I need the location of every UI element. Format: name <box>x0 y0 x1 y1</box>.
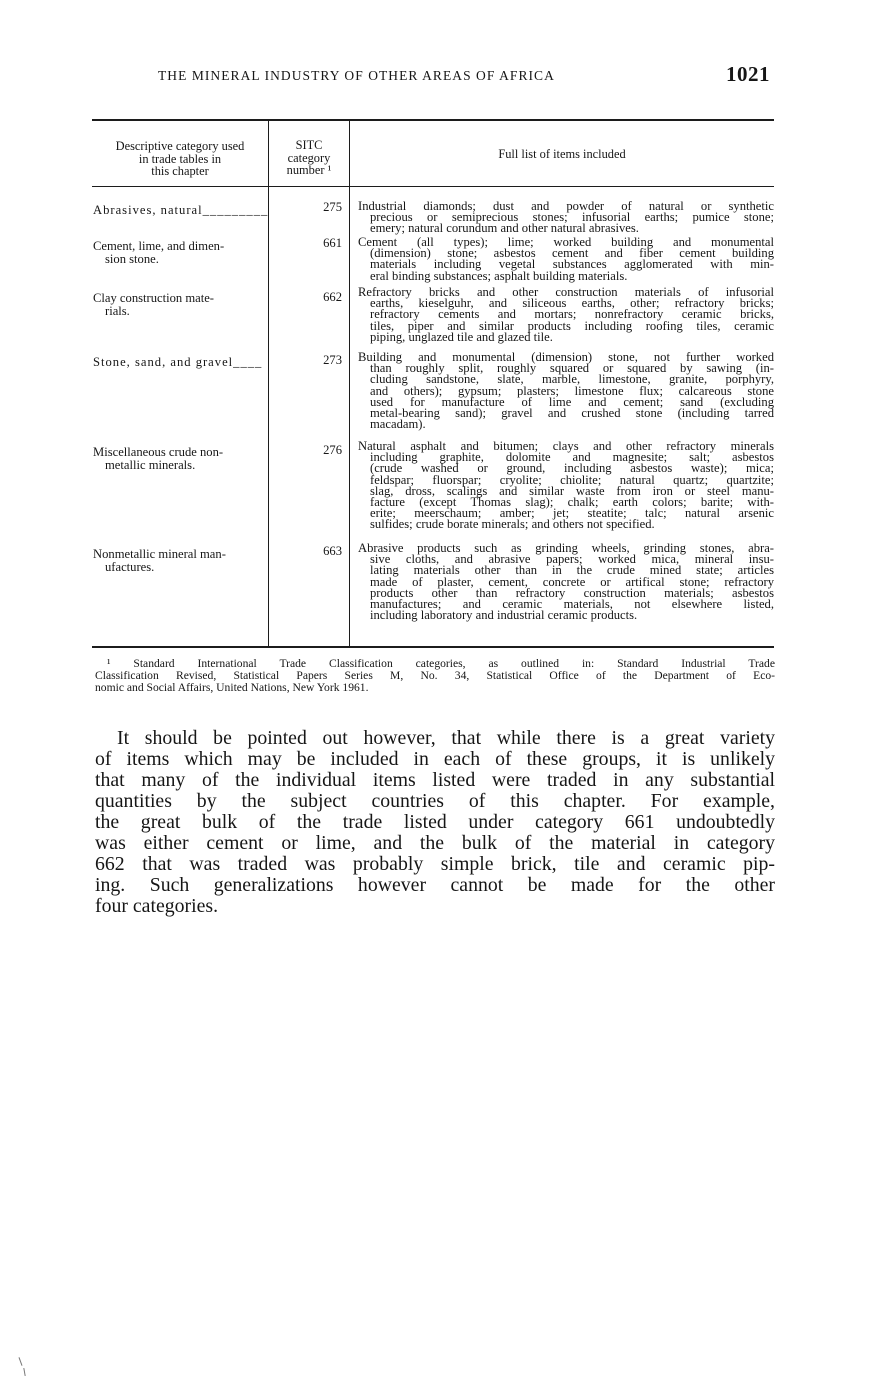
header-line: Full list of items included <box>498 147 626 161</box>
table-bottom-rule <box>92 646 774 648</box>
header-line: this chapter <box>151 164 209 178</box>
footnote-line: Classification Revised, Statistical Papers Series M, No. 34, Statistical Office of the Department of Eco- <box>95 668 775 682</box>
table-row-category <box>93 292 265 317</box>
items-line: Industrial diamonds; dust and powder of natural or synthetic <box>358 199 774 213</box>
category-line: metallic minerals. <box>105 457 196 472</box>
items-line: erite; meerschaum; amber; jet; steatite; talc; natural arsenic <box>370 506 774 521</box>
items-line: Abrasive products such as grinding wheels, grinding stones, abra- <box>358 541 774 555</box>
table-header-rule <box>92 186 774 187</box>
items-line: facture (except Thomas slag); chalk; earth colors; barite; with- <box>370 495 774 510</box>
paragraph-line: ing. Such generalizations however cannot be made for the other <box>95 874 775 896</box>
items-line: products other than refractory construction materials; asbestos <box>370 585 774 600</box>
table-row-category <box>93 446 265 471</box>
items-line: precious or semiprecious stones; infusorial earths; pumice stone; <box>370 210 774 225</box>
items-line: used for manufacture of lime and cement; sand (excluding <box>370 394 774 409</box>
table-top-rule <box>92 119 774 121</box>
table-footnote <box>95 658 775 693</box>
table-row-items <box>358 201 774 235</box>
table-row-items <box>358 543 774 621</box>
paragraph-line: 662 that was traded was probably simple brick, tile and ceramic pip- <box>95 853 775 875</box>
paragraph-line: quantities by the subject countries of this chapter. For example, <box>95 790 775 812</box>
table-row-items <box>358 441 774 531</box>
table-column-divider <box>268 121 269 646</box>
header-line: Descriptive category used <box>115 139 245 153</box>
items-line: refractory cements and mortars; nonrefractory ceramic bricks, <box>370 307 774 322</box>
footnote-line: nomic and Social Affairs, United Nations, New York 1961. <box>95 680 369 694</box>
category-line: rials. <box>105 303 130 318</box>
paragraph-line: It should be pointed out however, that while there is a great variety <box>117 727 775 749</box>
body-paragraph <box>95 728 775 917</box>
items-line: feldspar; fluorspar; cryolite; chiolite; natural quartz; quartzite; <box>370 472 774 487</box>
items-line: sulfides; crude borate minerals; and others not specified. <box>370 517 655 532</box>
table-row-items <box>358 352 774 430</box>
table-column-divider <box>349 121 350 646</box>
table-row-items <box>358 237 774 282</box>
header-line: number ¹ <box>286 163 332 177</box>
items-line: (crude washed or ground, including asbestos waste); mica; <box>370 461 774 476</box>
items-line: tiles, piper and similar products including roofing tiles, ceramic <box>370 318 774 333</box>
items-line: than roughly split, roughly squared or squared by sawing (in- <box>370 361 774 376</box>
table-row-sitc-number: 276 <box>323 443 342 457</box>
items-line: and others); gypsum; plasters; limestone flux; calcareous stone <box>370 383 774 398</box>
items-line: slag, dross, scalings and similar waste from iron or steel manu- <box>370 483 774 498</box>
scan-mark <box>18 1357 22 1366</box>
items-line: metal-bearing sand); gravel and crushed stone (including tarred <box>370 406 774 421</box>
table-row-category <box>93 548 265 573</box>
footnote-line: ¹ Standard International Trade Classification categories, as outlined in: Standard Industrial Trade <box>107 657 775 670</box>
items-line: manufactures; and ceramic materials, not elsewhere listed, <box>370 597 774 612</box>
category-line: Clay construction mate- <box>93 291 215 305</box>
items-line: Refractory bricks and other construction materials of infusorial <box>358 285 774 299</box>
column-header-sitc-number <box>269 139 349 177</box>
items-line: emery; natural corundum and other natural abrasives. <box>370 221 639 236</box>
category-line: Miscellaneous crude non- <box>93 445 224 459</box>
paragraph-line: four categories. <box>95 895 219 917</box>
scan-mark <box>23 1368 25 1376</box>
header-line: in trade tables in <box>138 151 222 166</box>
paragraph-line: the great bulk of the trade listed under category 661 undoubtedly <box>95 811 775 833</box>
category-line: sion stone. <box>105 251 159 266</box>
table-row-category <box>93 240 265 265</box>
table-row-items <box>358 287 774 343</box>
category-line: Stone, sand, and gravel____ <box>93 355 263 369</box>
items-line: eral binding substances; asphalt building materials. <box>370 268 628 283</box>
items-line: macadam). <box>370 417 426 432</box>
items-line: (dimension) stone; asbestos cement and fiber cement building <box>370 246 774 261</box>
category-line: Nonmetallic mineral man- <box>93 547 226 561</box>
items-line: materials including vegetal substances agglomerated with min- <box>370 257 774 272</box>
column-header-items <box>350 148 774 161</box>
table-row-sitc-number: 661 <box>323 236 342 250</box>
items-line: Cement (all types); lime; worked building and monumental <box>358 235 774 249</box>
table-row-category <box>93 203 269 217</box>
items-line: Building and monumental (dimension) stone, not further worked <box>358 350 774 364</box>
paragraph-line: of items which may be included in each of these groups, it is unlikely <box>95 748 775 770</box>
items-line: sive cloths, and abrasive papers; worked mica, mineral insu- <box>370 552 774 567</box>
items-line: earths, kieselguhr, and siliceous earths, other; refractory bricks; <box>370 296 774 311</box>
sitc-category-table <box>92 119 774 651</box>
category-line: Abrasives, natural_________ <box>93 203 269 217</box>
running-title: THE MINERAL INDUSTRY OF OTHER AREAS OF AFRICA <box>158 68 555 83</box>
table-row-sitc-number: 662 <box>323 290 342 304</box>
running-head <box>150 62 772 88</box>
table-row-sitc-number: 273 <box>323 353 342 367</box>
header-line: category <box>287 150 331 165</box>
items-line: Natural asphalt and bitumen; clays and other refractory minerals <box>358 439 774 453</box>
category-line: ufactures. <box>105 559 155 574</box>
items-line: made of plaster, cement, concrete or artifical stone; refractory <box>370 574 774 589</box>
items-line: including graphite, dolomite and magnesite; salt; asbestos <box>370 450 774 465</box>
items-line: lating materials other than in the crude mined state; articles <box>370 563 774 578</box>
category-line: Cement, lime, and dimen- <box>93 239 225 253</box>
header-line: SITC <box>295 138 323 152</box>
table-row-category <box>93 356 265 369</box>
page-number: 1021 <box>726 62 770 86</box>
items-line: cluding sandstone, slate, marble, limestone, granite, porphyry, <box>370 372 774 387</box>
paragraph-line: was either cement or lime, and the bulk of the material in category <box>95 832 775 854</box>
items-line: including laboratory and industrial ceramic products. <box>370 608 638 623</box>
paragraph-line: that many of the individual items listed were traded in any substantial <box>95 769 775 791</box>
column-header-category <box>92 140 268 178</box>
table-row-sitc-number: 275 <box>323 200 342 214</box>
table-row-sitc-number: 663 <box>323 544 342 558</box>
items-line: piping, unglazed tile and glazed tile. <box>370 329 553 344</box>
